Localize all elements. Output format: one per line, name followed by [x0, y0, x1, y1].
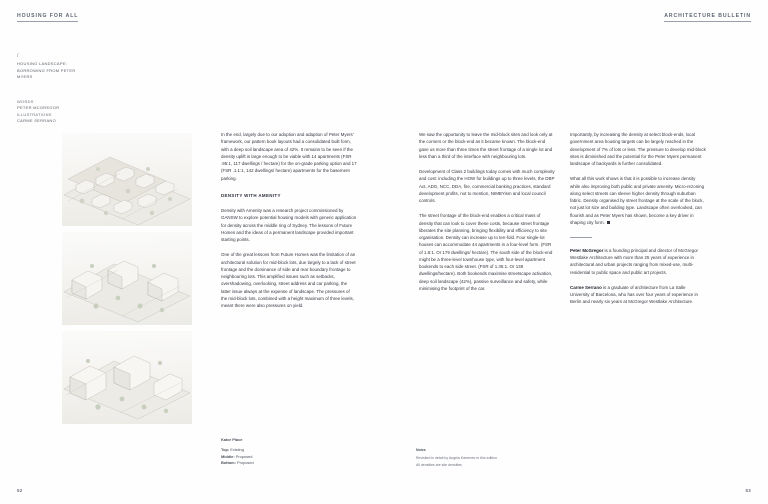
credits-rail [17, 99, 79, 125]
paragraph-with-endmark [570, 175, 706, 226]
notes-line-2: All densities are site densities [416, 462, 462, 467]
credits-illustrations-label: ILLUSTRATIONS [17, 111, 52, 117]
paragraph: One of the great lessons from Future Homes was the limitation of an architectural solution for mid-block lots, due largely to a lack of street frontage and the dominance of side and rear boundary frontage to neighbouring lots. This amplified issues such as setbacks, overshadowing, overlooking, street address and car parking, the latter issue always at the expense of landscape. The pressures of the mid-block lots, combined with a height maximum of three levels, meant there were also pressures on yield. [221, 252, 356, 308]
caption-line-bottom [221, 460, 341, 467]
author-name: Peter McGregor [570, 247, 604, 253]
notes-block [416, 447, 546, 468]
running-head-right: ARCHITECTURE BULLETIN [664, 14, 751, 22]
figure-axonometric-existing [62, 133, 192, 226]
body-column-1 [221, 131, 357, 317]
paragraph: In the end, largely due to our adoption and adaption of Peter Myers' framework, our pattern book layouts had a consolidated built form, with a deep soil landscape area of 42%. It remains to be seen if the density uplift is large enough to be viable with 14 apartments (FSR .95:1, 117 dwellings / hectare) for the on-grade parking option and 17 (FSR .1.1:1, 142 dwellings/ hectare) apartments for the basement parking. [221, 132, 357, 181]
caption-heading: Kator Place [221, 437, 243, 442]
body-column-2 [419, 131, 555, 300]
credits-words-label: WORDS [17, 99, 34, 104]
caption-line-top [221, 447, 341, 454]
caption-line-middle [221, 454, 341, 461]
caption-bottom-label: Bottom: [221, 460, 236, 466]
axonometric-drawing-proposed-mid [62, 232, 192, 325]
figure-axonometric-proposed-mid [62, 232, 192, 325]
page-number-right: 53 [745, 488, 751, 493]
article-title: HOUSING LANDSCAPE: BORROWING FROM PETER MYERS [17, 61, 76, 80]
slash-mark: / [17, 53, 19, 59]
paragraph: The street frontage of the block-end enables a critical mass of density that can look to cover these costs, because street frontage liberates the site planning, bringing flexibility and efficiency to site organisation. Density can increase up to ten-fold. Four single-lot houses can accommodate 44 apartments in a four-level form. (FSR of 1.8:1. Or 179 dwellings/ hectare). The south side of the block-end might be a three-level townhouse type, with four-level apartment bookends to each side street. (FSR of 1.35:1. Or 138 dwellings/hectare). Both bookends maximise streetscape activation, deep soil landscape (42%), passive surveillance and safety, while minimising the footprint of the car. [419, 213, 553, 291]
figure-stack [62, 133, 192, 430]
notes-line-1: Revisited in detail by Angela Kamenev in this edition [416, 456, 497, 461]
article-title-rail [17, 52, 79, 81]
author-bio-text: is a graduate of architecture from La Salle University of Barcelona, who has over four years of experience in Berlin and nearly six years at McGregor Westlake Architecture. [570, 284, 699, 305]
caption-middle-value: Proposed [235, 453, 253, 459]
paragraph: Importantly, by increasing the density at select block-ends, local government area housing targets can be largely reached in the development of 7% of lots or less. The pressure to develop mid-block sites is diminished and the potential for the Peter Myers permanent landscape of backyards is further consolidated. [570, 132, 706, 166]
axonometric-drawing-proposed-bottom [62, 331, 192, 424]
axonometric-drawing-existing [62, 133, 192, 226]
body-column-3 [570, 131, 706, 314]
paragraph: Density with Amenity was a research project commissioned by GANSW to explore potential housing models with generic application for density across the middle ring of Sydney. The lessons of Future Homes and the ideas of a permanent landscape provided important starting points. [221, 208, 357, 242]
divider-rule [570, 237, 592, 238]
author-bio-peter-mcgregor [570, 247, 706, 276]
caption-top-value: Existing [230, 446, 244, 452]
author-bio-text: is a founding principal and director of McGregor Westlake Architecture with more than 25 years of experience in architectural and urban projects ranging from mixed-use, multi-residential to public space and public art projects. [570, 247, 699, 275]
paragraph: We saw the opportunity to leave the mid-block sites and look only at the corners or the block-end as it became known. The block-end gave us more than three times the street frontage of a single lot and less than a third of the interface with neighbouring lots. [419, 132, 553, 159]
paragraph: Development of Class 2 buildings today comes with much complexity and cost: including the HOW for buildings up to three levels, the DBP Act, ADG, NCC, DDA, fire, commercial banking practices, standard development profits, not to mention, NIMBYism and local council controls. [419, 169, 555, 203]
credits-illustrations-name: CARME SERRANO [17, 118, 56, 124]
paragraph-text: What all this work shows is that it is possible to increase density while also improving both public and private amenity. Micro-rezoning along select streets can sleeve higher density through suburban fabric. Density organised by street frontage at the scale of the block, not just lot size and building type. Landscape often overlooked, can flourish and as Peter Myers has shown, become a key driver in shaping city form. [570, 176, 705, 225]
end-of-article-mark [607, 221, 610, 224]
notes-heading: Notes [416, 448, 426, 452]
page-number-left: 52 [17, 488, 23, 493]
running-head-left: HOUSING FOR ALL [17, 14, 78, 22]
caption-bottom-value: Proposed [237, 460, 254, 466]
figure-caption [221, 437, 341, 467]
caption-middle-label: Middle: [221, 453, 235, 459]
credits-words-name: PETER MCGREGOR [17, 105, 60, 111]
author-bio-carme-serrano [570, 284, 706, 306]
section-heading-density-with-amenity: DENSITY WITH AMENITY [221, 192, 281, 198]
caption-top-label: Top: [221, 446, 230, 452]
author-name: Carme Serrano [570, 284, 602, 290]
figure-axonometric-proposed-bottom [62, 331, 192, 424]
